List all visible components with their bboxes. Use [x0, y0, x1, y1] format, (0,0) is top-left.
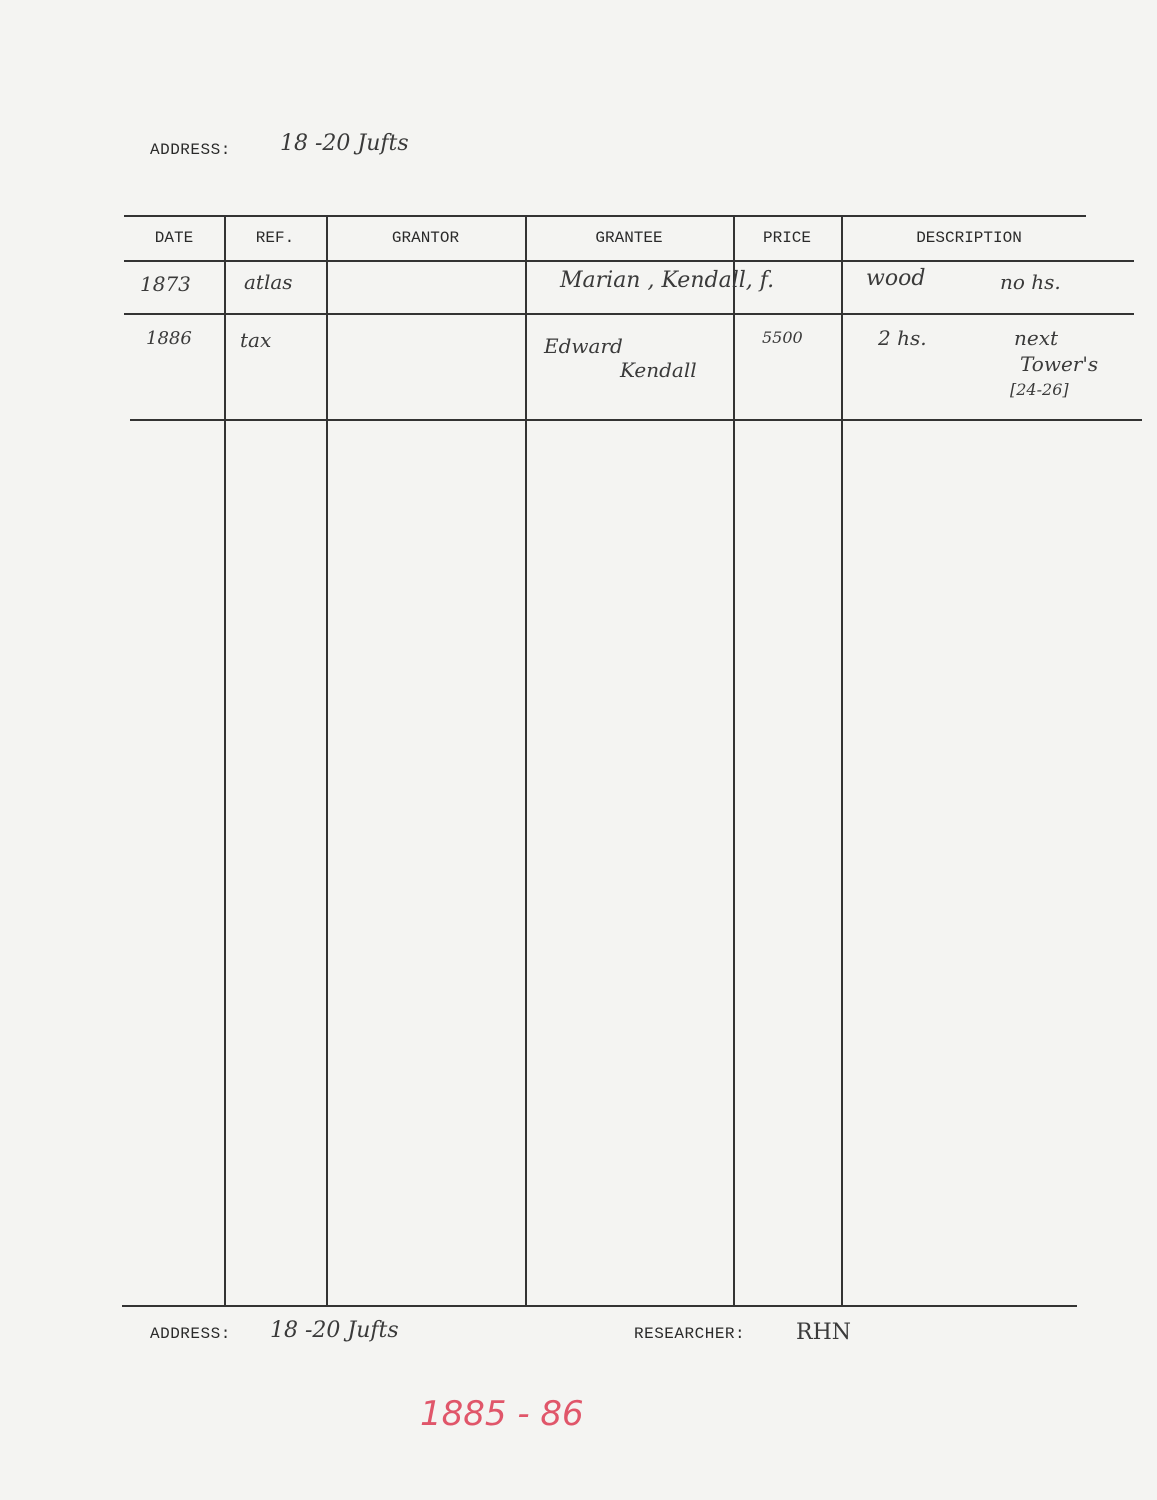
- row-divider: [130, 419, 1142, 421]
- column-header-grantor: GRANTOR: [391, 229, 460, 247]
- table-bottom-border: [122, 1305, 1077, 1307]
- address-label: ADDRESS:: [150, 141, 231, 159]
- footer-address-value: 18 -20 Jufts: [270, 1318, 399, 1343]
- researcher-value: RHN: [796, 1320, 851, 1345]
- row-description: 2 hs.: [878, 326, 927, 350]
- row-date: 1873: [140, 272, 191, 296]
- row-ref: atlas: [244, 270, 293, 294]
- researcher-label: RESEARCHER:: [634, 1325, 746, 1343]
- column-divider: [733, 215, 735, 1305]
- row-grantee: Edward: [544, 334, 623, 358]
- row-date: 1886: [146, 328, 192, 349]
- column-header-date: DATE: [154, 229, 194, 247]
- row-description: next: [1014, 326, 1059, 350]
- row-price: 5500: [762, 328, 803, 347]
- row-description: wood: [866, 266, 926, 291]
- row-grantee: Marian , Kendall, f.: [560, 268, 775, 293]
- row-description: Tower's: [1020, 352, 1099, 376]
- column-divider: [525, 215, 527, 1305]
- column-header-price: PRICE: [762, 229, 811, 247]
- row-description: [24-26]: [1010, 380, 1069, 399]
- year-range-annotation: 1885 - 86: [420, 1394, 584, 1434]
- row-ref: tax: [240, 328, 272, 352]
- column-divider: [224, 215, 226, 1305]
- column-header-ref: REF.: [255, 229, 295, 247]
- table-top-border: [124, 215, 1086, 217]
- header-bottom-border: [124, 260, 1134, 262]
- address-value: 18 -20 Jufts: [280, 131, 409, 156]
- column-header-description: DESCRIPTION: [916, 229, 1022, 247]
- row-grantee: Kendall: [620, 358, 697, 382]
- footer-address-label: ADDRESS:: [150, 1325, 231, 1343]
- row-divider: [124, 313, 1134, 315]
- column-divider: [326, 215, 328, 1305]
- row-description: no hs.: [1000, 270, 1061, 294]
- column-divider: [841, 215, 843, 1305]
- column-header-grantee: GRANTEE: [595, 229, 663, 247]
